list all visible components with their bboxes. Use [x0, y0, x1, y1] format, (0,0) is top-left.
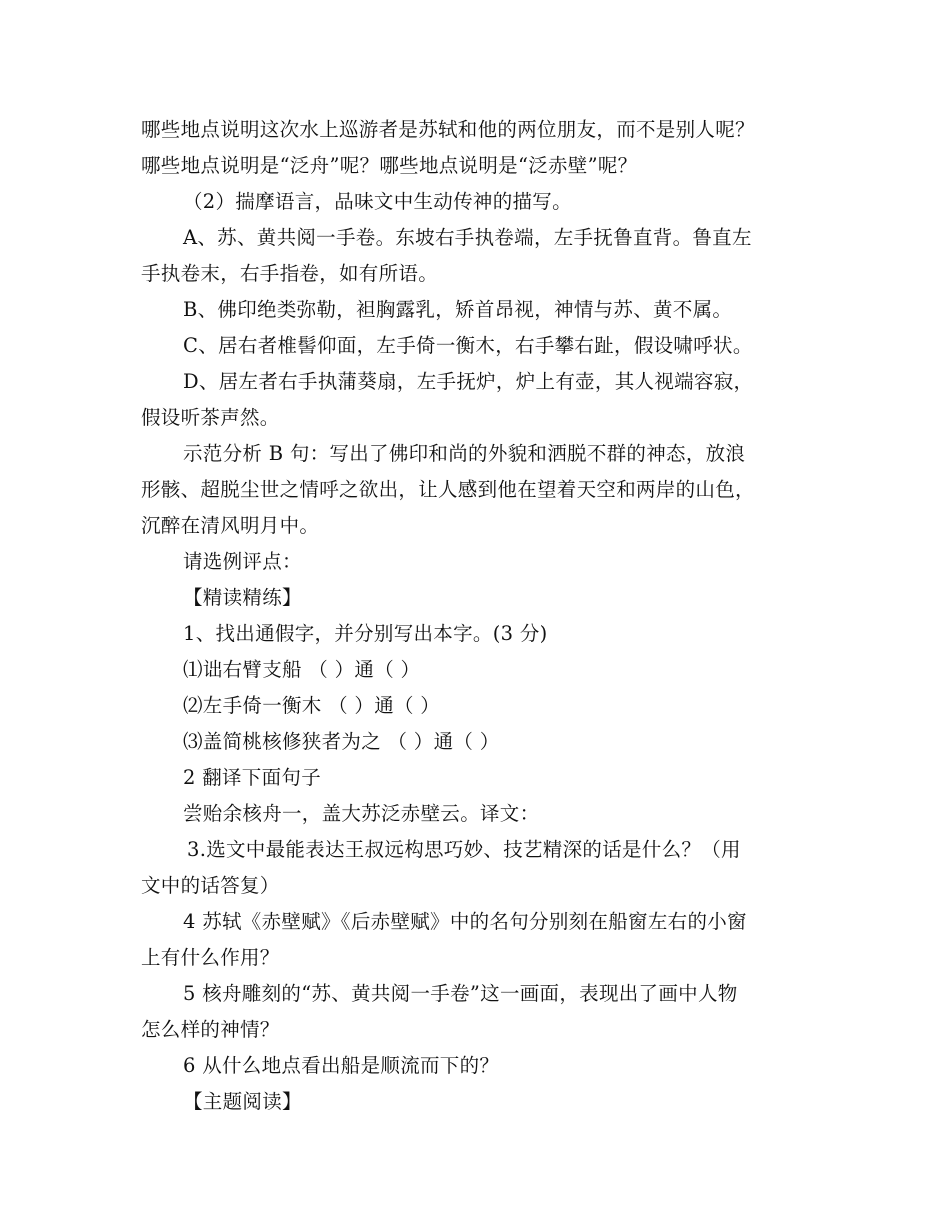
section-heading-language: （2）揣摩语言，品味文中生动传神的描写。 [183, 190, 572, 213]
exercise-3-line-2: 文中的话答复） [141, 874, 280, 897]
exercise-1-item-3: ⑶盖简桃核修狭者为之 （ ）通（ ） [183, 730, 500, 753]
exercise-2-title: 2 翻译下面句子 [183, 766, 322, 789]
sentence-a-line-2: 手执卷末，右手指卷，如有所语。 [141, 262, 439, 285]
sentence-d-line-2: 假设听茶声然。 [141, 406, 280, 429]
section-heading-theme-reading: 【主题阅读】 [183, 1090, 302, 1113]
exercise-6: 6 从什么地点看出船是顺流而下的？ [183, 1054, 500, 1077]
exercise-5-line-2: 怎么样的神情？ [141, 1018, 280, 1041]
question-line-who: 哪些地点说明这次水上巡游者是苏轼和他的两位朋友，而不是别人呢？ [141, 118, 755, 141]
question-line-boat: 哪些地点说明是“泛舟”呢？哪些地点说明是“泛赤壁”呢？ [141, 154, 638, 177]
exercise-2-sentence: 尝贻余核舟一，盖大苏泛赤壁云。译文： [183, 802, 540, 825]
exercise-4-line-2: 上有什么作用？ [141, 946, 280, 969]
exercise-1-item-2: ⑵左手倚一衡木 （ ）通（ ） [183, 694, 441, 717]
exercise-3-line-1: 3.选文中最能表达王叔远构思巧妙、技艺精深的话是什么？（用 [187, 838, 741, 861]
exercise-5-line-1: 5 核舟雕刻的“苏、黄共阅一手卷”这一画面，表现出了画中人物 [183, 982, 738, 1005]
section-heading-practice: 【精读精练】 [183, 586, 302, 609]
exercise-1-title: 1、找出通假字，并分别写出本字。(3 分) [183, 622, 548, 645]
exercise-1-item-1: ⑴诎右臂支船 （ ）通（ ） [183, 658, 421, 681]
sentence-b: B、佛印绝类弥勒，袒胸露乳，矫首昂视，神情与苏、黄不属。 [183, 298, 733, 321]
analysis-line-3: 沉醉在清风明月中。 [141, 514, 320, 537]
analysis-line-2: 形骸、超脱尘世之情呼之欲出，让人感到他在望着天空和两岸的山色， [141, 478, 755, 501]
sentence-c: C、居右者椎髻仰面，左手倚一衡木，右手攀右趾，假设啸呼状。 [183, 334, 753, 357]
exercise-4-line-1: 4 苏轼《赤壁赋》《后赤壁赋》中的名句分别刻在船窗左右的小窗 [183, 910, 747, 933]
sentence-a-line-1: A、苏、黄共阅一手卷。东坡右手执卷端，左手抚鲁直背。鲁直左 [183, 226, 752, 249]
sentence-d-line-1: D、居左者右手执蒲葵扇，左手抚炉，炉上有壶，其人视端容寂， [183, 370, 754, 393]
analysis-line-1: 示范分析 B 句：写出了佛印和尚的外貌和洒脱不群的神态，放浪 [183, 442, 746, 465]
prompt-line: 请选例评点： [183, 550, 302, 573]
